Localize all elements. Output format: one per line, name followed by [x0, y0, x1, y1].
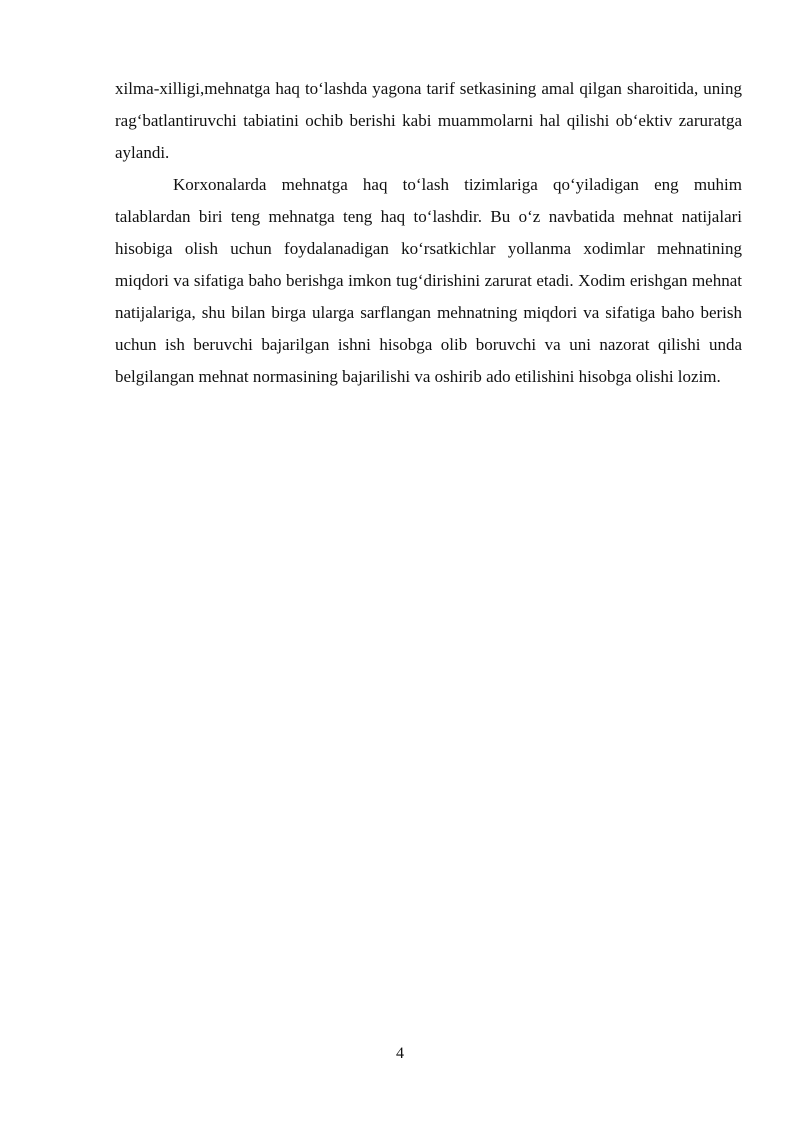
paragraph-continuation: xilma-xilligi,mehnatga haq to‘lashda yagona tarif setkasining amal qilgan sharoitida, uning rag‘batlantiruvchi tabiatini ochib berishi kabi muammolarni hal qilishi ob‘ektiv zaruratga aylandi. [115, 79, 742, 162]
body-text [115, 73, 742, 393]
page-number: 4 [396, 1045, 404, 1062]
paragraph-main: Korxonalarda mehnatga haq to‘lash tizimlariga qo‘yiladigan eng muhim talablardan biri teng mehnatga teng haq to‘lashdir. Bu o‘z navbatida mehnat natijalari hisobiga olish uchun foydalanadigan ko‘rsatkichlar yollanma xodimlar mehnatining miqdori va sifatiga baho berishga imkon tug‘dirishini zarurat etadi. Xodim erishgan mehnat natijalariga, shu bilan birga ularga sarflangan mehnatning miqdori va sifatiga baho berish uchun ish beruvchi bajarilgan ishni hisobga olib boruvchi va uni nazorat qilishi unda belgilangan mehnat normasining bajarilishi va oshirib ado etilishini hisobga olishi lozim. [115, 175, 742, 386]
